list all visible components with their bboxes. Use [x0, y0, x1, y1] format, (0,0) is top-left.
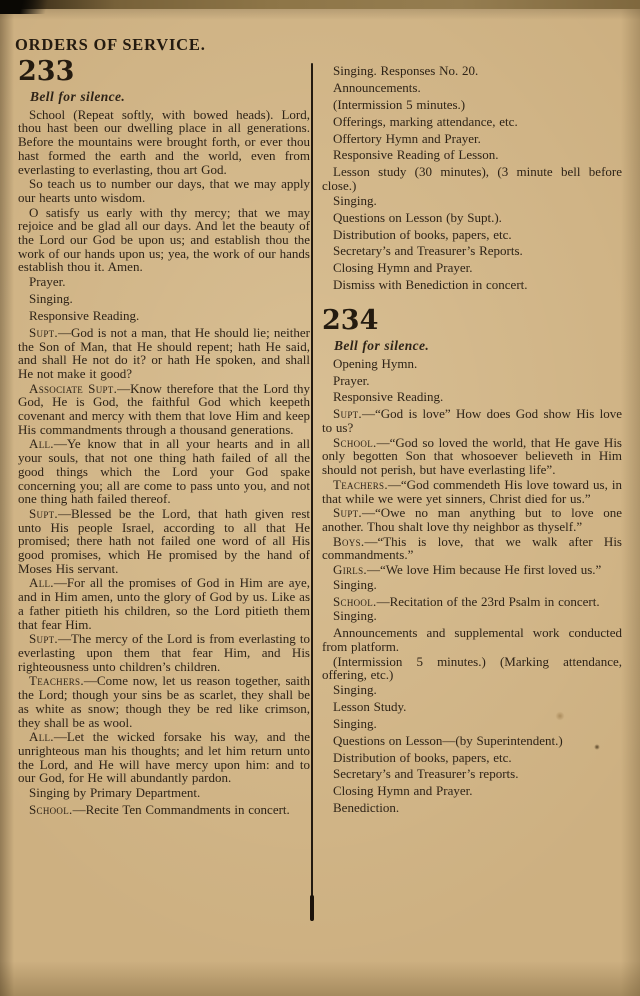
- section-number: 234: [322, 304, 379, 336]
- section-number: 233: [18, 56, 75, 87]
- service-item: Singing.: [333, 192, 377, 208]
- speaker-label: Supt.: [29, 505, 58, 521]
- service-item: Distribution of books, papers, etc.: [333, 226, 512, 242]
- service-paragraph: Lesson study (30 minutes), (3 minute bell before close.): [322, 164, 622, 194]
- service-item: Announcements.: [333, 79, 421, 95]
- service-item: Secretary’s and Treasurer’s Reports.: [333, 243, 523, 259]
- speaker-label: Supt.: [333, 406, 362, 422]
- service-paragraph: All.—For all the promises of God in Him are aye, and in Him amen, unto the glory of God by us. Like as a father pitieth his children, so the Lord pitieth them that fear Him.: [18, 575, 310, 632]
- service-item: Closing Hymn and Prayer.: [333, 260, 473, 276]
- page-title: ORDERS OF SERVICE.: [15, 35, 206, 54]
- service-item: (Intermission 5 minutes.): [333, 96, 466, 112]
- service-item: Dismiss with Benediction in concert.: [333, 277, 528, 293]
- service-paragraph: School.—“God so loved the world, that He gave His only begotten Son that whosoever believeth in Him should not perish, but have everlasting life”.: [322, 434, 622, 478]
- service-paragraph: Boys.—“This is love, that we walk after His commandments.”: [322, 533, 622, 563]
- service-paragraph: School.—Recitation of the 23rd Psalm in concert.: [333, 593, 600, 609]
- service-item: Singing by Primary Department.: [29, 785, 201, 801]
- service-paragraph: Supt.—The mercy of the Lord is from everlasting to everlasting upon them that fear Him, and His righteousness unto children’s children.: [18, 631, 310, 674]
- service-paragraph: Supt.—God is not a man, that He should lie; neither the Son of Man, that He should repent; hath He said, and shall He not do it? or hath He spoken, and shall He not make it good?: [18, 324, 310, 381]
- column-divider-rule: [311, 63, 313, 921]
- service-item: Offerings, marking attendance, etc.: [333, 113, 518, 129]
- service-paragraph: So teach us to number our days, that we may apply our hearts unto wisdom.: [18, 176, 310, 205]
- service-paragraph: All.—Let the wicked forsake his way, and the unrighteous man his thoughts; and let him return unto the Lord, and He will have mercy upon him: and to our God, for He will abundantly pardon.: [18, 729, 310, 786]
- service-paragraph: Teachers.—Come now, let us reason together, saith the Lord; though your sins be as scarlet, they shall be as white as snow; though they be red like crimson, they shall be as wool.: [18, 673, 310, 730]
- speaker-label: Supt.: [29, 631, 58, 647]
- rubric-bell-for-silence: Bell for silence.: [30, 89, 126, 104]
- service-item: Responsive Reading.: [29, 307, 140, 323]
- service-paragraph: Supt.—Blessed be the Lord, that hath given rest unto His people Israel, according to all that He promised; there hath not failed one word of all His good promises, which He promised by the hand of Moses His servant.: [18, 505, 310, 576]
- service-paragraph: Announcements and supplemental work conducted from platform.: [322, 625, 622, 654]
- service-paragraph: Supt.—“God is love” How does God show His love to us?: [322, 406, 622, 435]
- service-item: Secretary’s and Treasurer’s reports.: [333, 766, 519, 782]
- service-item: Responsive Reading.: [333, 389, 444, 405]
- service-paragraph: All.—Ye know that in all your hearts and in all your souls, that not one thing hath failed of all the good things which the Lord your God spake concerning you; all are come to pass unto you, and not one thing hath failed thereof.: [18, 436, 310, 507]
- speaker-label: Supt.: [29, 324, 58, 340]
- service-paragraph: Associate Supt.—Know therefore that the Lord thy God, He is God, the faithful God which keepeth covenant and mercy with them that love Him and keep His commandments through a thousand generations.: [18, 380, 310, 437]
- speaker-label: All.: [29, 436, 54, 452]
- service-item: Questions on Lesson (by Supt.).: [333, 209, 502, 225]
- service-paragraph: (Intermission 5 minutes.) (Marking attendance, offering, etc.): [322, 653, 622, 683]
- speaker-label: Teachers.: [333, 476, 388, 492]
- service-item: Responsive Reading of Lesson.: [333, 147, 499, 163]
- service-item: Prayer.: [29, 274, 66, 290]
- service-paragraph: Girls.—“We love Him because He first loved us.”: [333, 562, 602, 578]
- speaker-label: All.: [29, 729, 54, 745]
- service-item: Benediction.: [333, 800, 400, 816]
- service-item: Closing Hymn and Prayer.: [333, 783, 473, 799]
- speaker-label: Supt.: [333, 505, 362, 521]
- service-item: Offertory Hymn and Prayer.: [333, 130, 481, 146]
- service-item: Distribution of books, papers, etc.: [333, 749, 512, 765]
- rubric-bell-for-silence: Bell for silence.: [334, 337, 430, 353]
- service-item: Singing.: [333, 608, 377, 624]
- service-paragraph: School (Repeat softly, with bowed heads). Lord, thou hast been our dwelling place in all generations. Before the mountains were brought forth, or ever thou hast formed the earth and the world, even from everlasting to everlasting, thou art God.: [18, 106, 310, 177]
- service-item: Singing.: [333, 715, 377, 731]
- speaker-label: School.: [333, 434, 377, 450]
- service-paragraph: O satisfy us early with thy mercy; that we may rejoice and be glad all our days. And let the beauty of the Lord our God be upon us; and establish thou the work of our hands upon us; yea, the work of our hands establish thou it. Amen.: [18, 204, 310, 275]
- service-item: Opening Hymn.: [333, 355, 418, 371]
- service-item: Singing. Responses No. 20.: [333, 63, 479, 78]
- speaker-label: Associate Supt.: [29, 380, 118, 396]
- service-item: Singing.: [333, 576, 377, 592]
- page-top-edge: [0, 0, 640, 9]
- service-item: Prayer.: [333, 372, 370, 388]
- service-item: Singing.: [29, 291, 73, 307]
- service-paragraph: Supt.—“Owe no man anything but to love one another. Thou shalt love thy neighbor as thyself.”: [322, 505, 622, 534]
- service-paragraph: Teachers.—“God commendeth His love toward us, in that while we were yet sinners, Christ died for us.”: [322, 476, 622, 506]
- service-item: Questions on Lesson—(by Superintendent.): [333, 732, 563, 748]
- speaker-label: Girls.: [333, 562, 367, 578]
- service-item: Lesson Study.: [333, 698, 407, 714]
- speaker-label: Teachers.: [29, 673, 84, 689]
- column-left: [18, 58, 310, 818]
- speaker-label: All.: [29, 575, 54, 591]
- service-paragraph: School.—Recite Ten Commandments in concert.: [29, 801, 290, 817]
- column-right: [322, 58, 622, 818]
- speaker-label: School.: [29, 801, 73, 817]
- speaker-label: School.: [333, 593, 377, 609]
- service-item: Singing.: [333, 682, 377, 698]
- speaker-label: Boys.: [333, 533, 365, 549]
- page-corner-shadow: [0, 0, 64, 14]
